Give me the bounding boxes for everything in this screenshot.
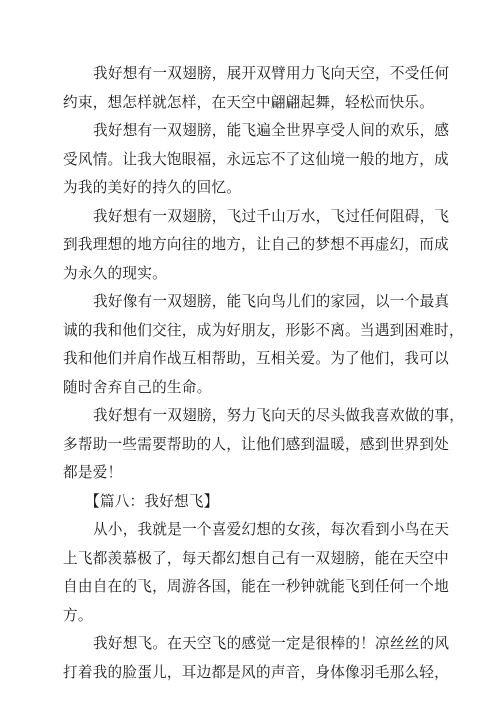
paragraph-line: 从小，我就是一个喜爱幻想的女孩，每次看到小鸟在天	[93, 521, 450, 538]
paragraph	[63, 516, 450, 630]
paragraph-line: 我好想有一双翅膀，努力飞向天的尽头做我喜欢做的事，	[93, 407, 465, 424]
section-heading: 【篇八：我好想飞】	[85, 492, 219, 510]
paragraph-line: 受风情。让我大饱眼福，永远忘不了这仙境一般的地方，成	[63, 150, 449, 168]
paragraph-line: 打着我的脸蛋儿，耳边都是风的声音，身体像羽毛那么轻，	[63, 663, 449, 681]
paragraph	[63, 203, 450, 289]
paragraph-line: 自由自在的飞，周游各国，能在一秒钟就能飞到任何一个地	[63, 578, 449, 595]
paragraph	[63, 402, 465, 488]
paragraph-line: 我和他们并肩作战互相帮助，互相关爱。为了他们，我可以	[63, 350, 449, 367]
paragraph	[63, 117, 450, 203]
paragraph-line: 我好想有一双翅膀，展开双臂用力飞向天空，不受任何	[93, 65, 450, 82]
paragraph-line: 都是爱！	[63, 464, 123, 481]
paragraph-line: 多帮助一些需要帮助的人，让他们感到温暖，感到世界到处	[63, 435, 449, 453]
paragraph-line: 我好像有一双翅膀，能飞向鸟儿们的家园，以一个最真	[93, 293, 450, 310]
paragraph-line: 为我的美好的持久的回忆。	[63, 179, 242, 196]
document-body	[63, 60, 465, 687]
paragraph	[63, 60, 450, 117]
paragraph-line: 诚的我和他们交往，成为好朋友，形影不离。当遇到困难时，	[63, 321, 464, 339]
paragraph-line: 随时舍弃自己的生命。	[63, 378, 212, 396]
paragraph-line: 我好想有一双翅膀，能飞遍全世界享受人间的欢乐，感	[93, 122, 450, 139]
paragraph-line: 到我理想的地方向往的地方，让自己的梦想不再虚幻，而成	[63, 236, 449, 253]
paragraph	[63, 288, 464, 402]
paragraph-line: 约束，想怎样就怎样，在天空中翩翩起舞，轻松而快乐。	[63, 93, 435, 111]
paragraph-line: 我好想有一双翅膀，飞过千山万水，飞过任何阻碍，飞	[93, 207, 450, 225]
paragraph-line: 上飞都羡慕极了，每天都幻想自己有一双翅膀，能在天空中	[63, 549, 449, 567]
paragraph-line: 为永久的现实。	[63, 264, 167, 282]
paragraph	[63, 630, 450, 687]
paragraph-line: 我好想飞。在天空飞的感觉一定是很棒的！凉丝丝的风	[93, 635, 450, 652]
paragraph-line: 方。	[63, 606, 93, 624]
